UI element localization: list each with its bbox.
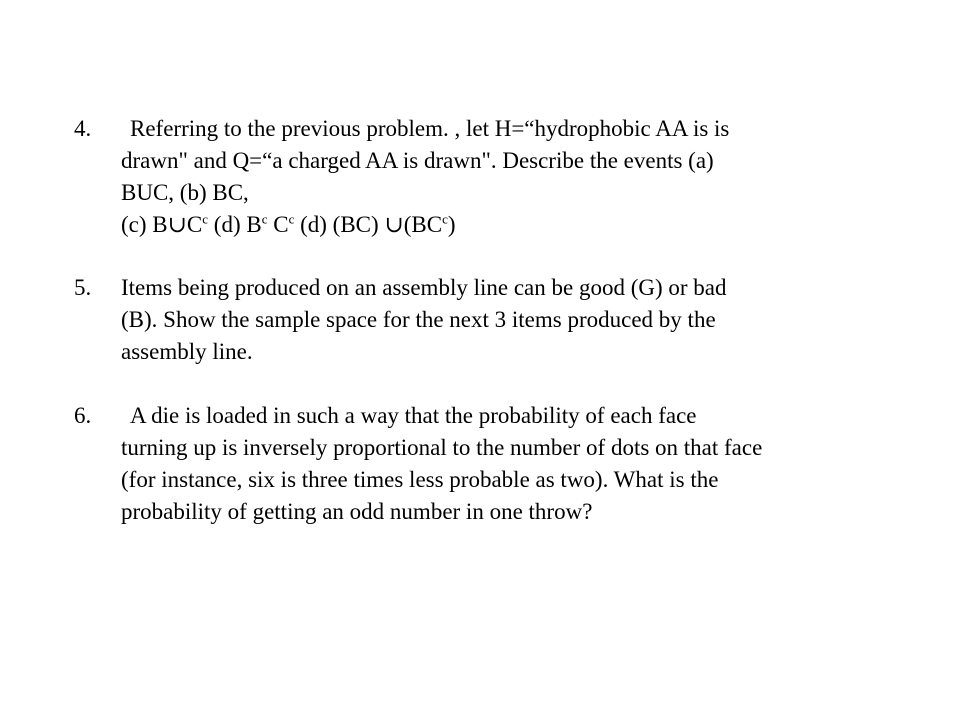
problem-text-line: (for instance, six is three times less probable as two). What is the [121, 467, 719, 492]
problem-number: 6. [74, 403, 92, 428]
problem-text-line: (B). Show the sample space for the next 3 items produced by the [121, 307, 716, 332]
complement-superscript: c [202, 211, 209, 227]
union-symbol: ∪ [167, 212, 187, 237]
formula-text: (d) B [208, 212, 262, 237]
complement-superscript: c [442, 211, 448, 227]
problem-text-line: A die is loaded in such a way that the probability of each face [130, 403, 697, 428]
problem-number: 5. [74, 275, 92, 300]
formula-text: C [186, 212, 203, 237]
problem-text-line: Referring to the previous problem. , let H=“hydrophobic AA is is [130, 116, 730, 141]
formula-text: (d) (BC) [294, 212, 385, 237]
formula-text: ) [447, 212, 456, 237]
events-formula-line [74, 209, 894, 241]
problem-text-line: Items being produced on an assembly line can be good (G) or bad [121, 275, 727, 300]
problem-4 [74, 113, 894, 241]
problem-text-line: turning up is inversely proportional to the number of dots on that face [121, 435, 763, 460]
formula-text: (c) B [121, 212, 168, 237]
complement-superscript: c [288, 211, 295, 227]
problem-5 [74, 272, 894, 368]
problem-text-line: drawn" and Q=“a charged AA is drawn". Describe the events (a) [121, 148, 714, 173]
problem-6 [74, 400, 894, 528]
complement-superscript: c [261, 211, 268, 227]
union-symbol: ∪ [384, 212, 404, 237]
problem-number: 4. [74, 116, 92, 141]
formula-text: C [267, 212, 289, 237]
problem-text-line: probability of getting an odd number in one throw? [121, 499, 593, 524]
problem-text-line: BUC, (b) BC, [121, 180, 249, 205]
formula-text: (BC [403, 212, 443, 237]
problem-text-line: assembly line. [121, 339, 253, 364]
